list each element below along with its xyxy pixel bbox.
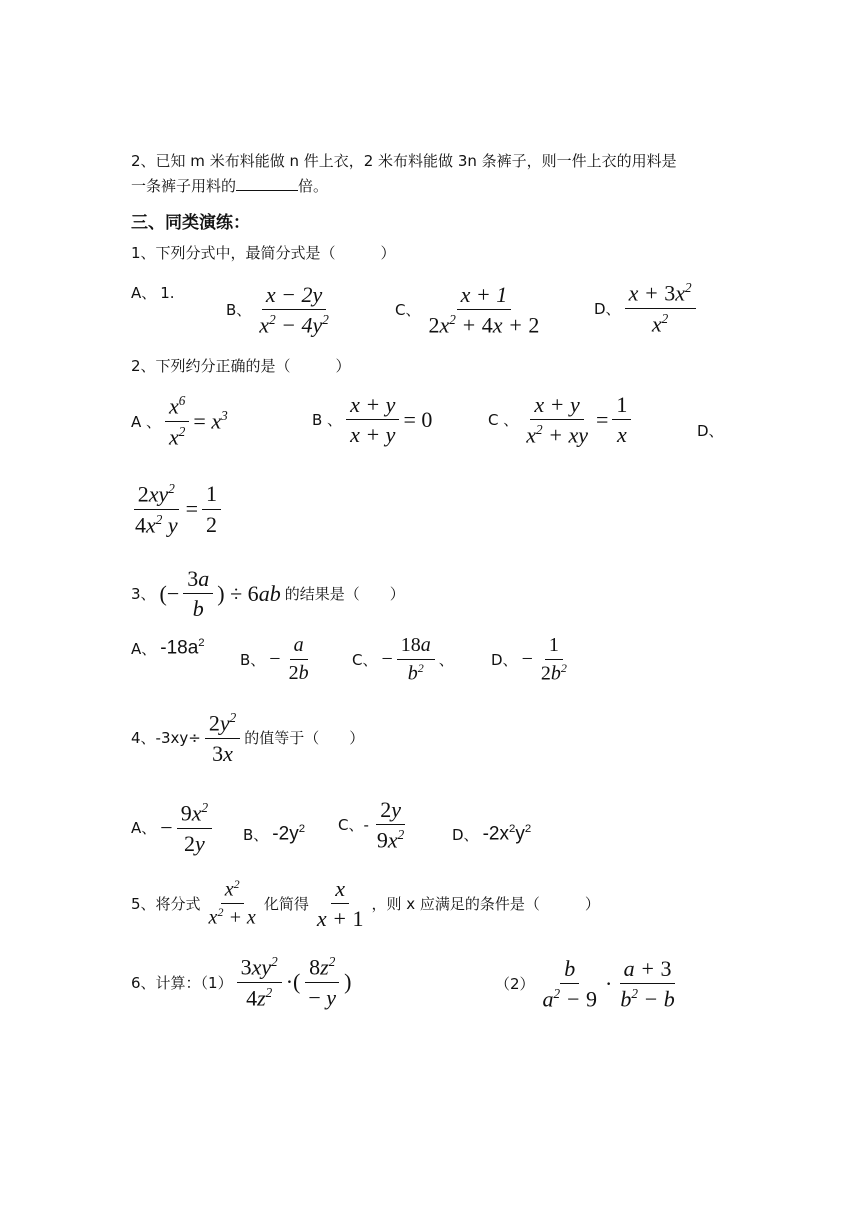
p6-part1: 6、计算：（1） $\frac{3xy^2}{4z^2}$ ·( $\frac{8z^2}{- y}$ ) xyxy=(131,954,352,1010)
p1-option-a xyxy=(131,282,175,303)
p3-tail: 的结果是（ ） xyxy=(284,585,405,604)
p3-a-value: -18a xyxy=(160,637,199,659)
p3-c-sep: 、 xyxy=(438,651,454,670)
p3-b-label: B、 xyxy=(240,651,266,669)
p5-after: ，则 x 应满足的条件是（ ） xyxy=(371,895,600,914)
p6-fraction-3: $\frac{b}{a^2 - 9}$ xyxy=(542,956,597,1012)
p4-option-d: D、 $-2x^2y^2$ xyxy=(452,823,532,845)
p1-a-value: 1. xyxy=(160,283,175,302)
p6-part2-label: （2） xyxy=(495,975,535,994)
p1-b-fraction: $\frac{x - 2y}{x^2 - 4y^2}$ xyxy=(259,282,329,338)
p3-c-label: C、 xyxy=(352,651,378,670)
p2-b-fraction: $\frac{x + y}{x + y}$ xyxy=(346,392,399,448)
p3-stem: 3、 (− $\frac{3a}{b}$ ) ÷ 6ab 的结果是（ ） xyxy=(131,566,405,622)
q2-line2-after: 倍。 xyxy=(298,177,329,195)
p4-c-label: C、- xyxy=(338,816,369,835)
p4-stem xyxy=(131,710,364,766)
p1-c-label: C、 xyxy=(395,301,421,320)
p3-d-label: D、 xyxy=(491,651,518,670)
p3-option-a: A、 $-18a^2$ xyxy=(131,637,205,659)
p2-c-fraction-right: $\frac{1}{x}$ xyxy=(612,392,631,448)
p1-option-c xyxy=(395,282,543,338)
p2-option-a: A 、 $\frac{x^6}{x^2}$ = $x^3$ xyxy=(131,393,228,449)
p3-option-c: C、 − $\frac{18a}{b^2}$ 、 xyxy=(352,634,454,685)
p6-part2: （2） $\frac{b}{a^2 - 9}$ · $\frac{a + 3}{b^2 - b}$ xyxy=(495,956,679,1012)
p3-option-d: D、 − $\frac{1}{2b^2}$ xyxy=(491,634,571,686)
p6-fraction-2: $\frac{8z^2}{- y}$ xyxy=(304,954,340,1010)
p2-stem: 2、下列约分正确的是（ ） xyxy=(131,357,351,375)
p3-c-fraction: $\frac{18a}{b^2}$ xyxy=(397,634,435,686)
p5-fraction-left: $\frac{x^2}{x^2 + x}$ xyxy=(208,876,256,929)
p2-d-label: D、 xyxy=(697,422,724,440)
p1-a-label: A、 xyxy=(131,284,157,302)
p4-d-label: D、 xyxy=(452,825,479,844)
p5-middle: 化简得 xyxy=(263,895,309,914)
p3-a-label: A、 xyxy=(131,639,157,658)
p2-c-fraction-left: $\frac{x + y}{x^2 + xy}$ xyxy=(526,392,588,448)
p3-label: 3、 xyxy=(131,585,156,604)
p4-option-b: B、 $-2y^2$ xyxy=(243,823,306,845)
p1-b-label: B、 xyxy=(226,301,252,320)
p2-a-label: A 、 xyxy=(131,412,162,431)
p1-option-d xyxy=(594,280,696,336)
p4-option-c xyxy=(338,797,408,853)
p3-option-b: B、 − $\frac{a}{2b}$ xyxy=(240,634,313,685)
p4-b-value: -2y xyxy=(272,823,299,845)
q2-line2-before: 一条裤子用料的 xyxy=(131,177,237,195)
p2-option-c: C 、 $\frac{x + y}{x^2 + xy}$ = $\frac{1}{x}$ xyxy=(488,392,631,448)
p1-stem: 1、下列分式中，最简分式是（ ） xyxy=(131,244,396,262)
p4-b-label: B、 xyxy=(243,825,269,844)
p2-option-d: $\frac{2xy^2}{4x^2 y}$ = $\frac{1}{2}$ xyxy=(131,481,221,537)
p2-c-label: C 、 xyxy=(488,411,519,430)
p4-a-label: A、 xyxy=(131,819,157,838)
p4-d-value: -2x xyxy=(482,823,509,845)
p1-option-b xyxy=(226,282,333,338)
answer-blank xyxy=(236,175,298,191)
p6-label: 6、计算：（1） xyxy=(131,973,233,992)
p1-d-fraction: $\frac{x + 3x^2}{x^2}$ xyxy=(625,280,696,336)
p4-label: 4、-3xy÷ xyxy=(131,729,201,748)
p2-option-b: B 、 $\frac{x + y}{x + y}$ = 0 xyxy=(312,392,433,448)
p2-b-label: B 、 xyxy=(312,411,343,430)
p4-a-fraction: $\frac{9x^2}{2y}$ xyxy=(177,800,212,856)
p3-b-fraction: $\frac{a}{2b}$ xyxy=(288,634,309,684)
q2-line1: 2、已知 m 米布料能做 n 件上衣，2 米布料能做 3n 条裤子，则一件上衣的用料是 xyxy=(131,152,677,170)
section-title: 三、同类演练： xyxy=(131,213,250,233)
p5-stem xyxy=(131,876,600,932)
p2-a-fraction: $\frac{x^6}{x^2}$ xyxy=(165,393,189,449)
p3-d-fraction: $\frac{1}{2b^2}$ xyxy=(540,634,567,685)
p4-fraction: $\frac{2y^2}{3x}$ xyxy=(205,710,240,766)
p6-fraction-1: $\frac{3xy^2}{4z^2}$ xyxy=(237,954,282,1010)
p5-fraction-right: $\frac{x}{x + 1}$ xyxy=(316,876,364,932)
p4-option-a: A、 − $\frac{9x^2}{2y}$ xyxy=(131,800,212,856)
p1-c-fraction: $\frac{x + 1}{2x^2 + 4x + 2}$ xyxy=(428,282,540,338)
p3-fraction: $\frac{3a}{b}$ xyxy=(183,566,213,622)
q2-line2 xyxy=(131,175,328,196)
p4-c-fraction: $\frac{2y}{9x^2}$ xyxy=(376,797,405,853)
p5-before: 5、将分式 xyxy=(131,895,201,914)
p2-d-fraction-left: $\frac{2xy^2}{4x^2 y}$ xyxy=(135,481,178,537)
p4-tail: 的值等于（ ） xyxy=(244,729,365,748)
p6-fraction-4: $\frac{a + 3}{b^2 - b}$ xyxy=(620,956,675,1012)
p2-d-fraction-right: $\frac{1}{2}$ xyxy=(202,481,221,537)
p1-d-label: D、 xyxy=(594,299,621,318)
